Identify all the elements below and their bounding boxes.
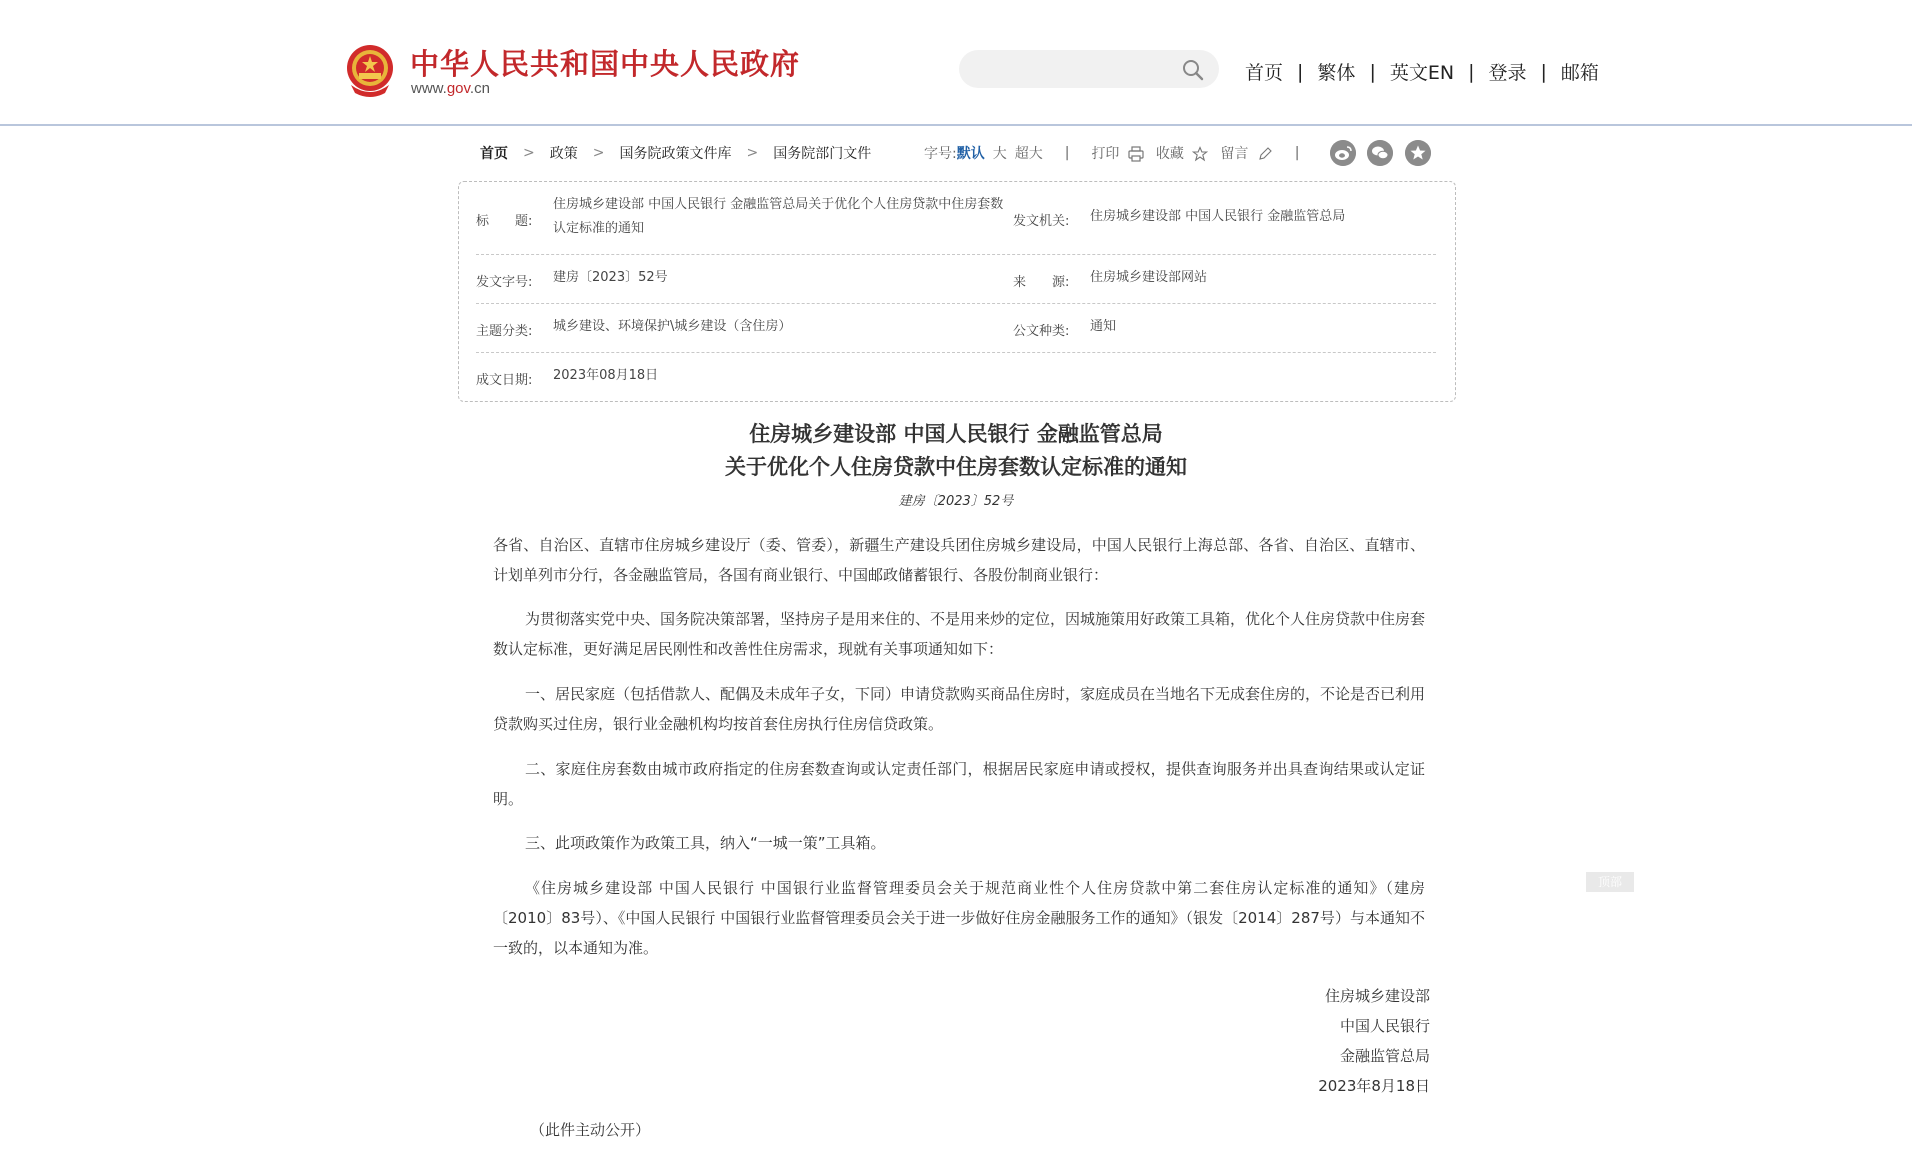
top-navigation xyxy=(1245,58,1599,85)
nav-home-link[interactable]: 首页 xyxy=(1245,62,1284,84)
pencil-icon xyxy=(1257,146,1273,162)
font-xlarge-option[interactable]: 超大 xyxy=(1014,146,1043,162)
tools-divider: | xyxy=(1294,145,1300,161)
nav-separator: | xyxy=(1468,60,1475,83)
meta-row-topic xyxy=(476,303,1436,353)
comment-label: 留言 xyxy=(1220,146,1249,162)
meta-source-label: 来 源: xyxy=(1013,275,1070,290)
article-paragraph-1: 为贯彻落实党中央、国务院决策部署，坚持房子是用来住的、不是用来炒的定位，因城施策用好政策工具箱，优化个人住房贷款中住房套数认定标准，更好满足居民刚性和改善性住房需求，现就有关事项通知如下： xyxy=(493,610,1426,658)
meta-issuer-value: 住房城乡建设部 中国人民银行 金融监管总局 xyxy=(1090,209,1346,224)
meta-type-value: 通知 xyxy=(1090,319,1117,334)
article-title-line1: 住房城乡建设部 中国人民银行 金融监管总局 xyxy=(749,421,1163,446)
tools-divider: | xyxy=(1064,145,1070,161)
search-input[interactable] xyxy=(975,55,1169,85)
chevron-right-icon: > xyxy=(523,145,535,161)
article-title-line2: 关于优化个人住房贷款中住房套数认定标准的通知 xyxy=(725,454,1187,479)
article-tools xyxy=(924,143,1322,163)
nav-separator: | xyxy=(1297,60,1304,83)
meta-type-label: 公文种类: xyxy=(1013,324,1070,339)
favorite-label: 收藏 xyxy=(1155,146,1184,162)
article-paragraph-3: 二、家庭住房套数由城市政府指定的住房套数查询或认定责任部门，根据居民家庭申请或授权，提供查询服务并出具查询结果或认定证明。 xyxy=(493,760,1425,808)
meta-topic-label: 主题分类: xyxy=(476,324,533,339)
font-default-option[interactable]: 默认 xyxy=(956,146,985,162)
meta-title-value: 住房城乡建设部 中国人民银行 金融监管总局关于优化个人住房贷款中住房套数认定标准的通知 xyxy=(553,197,1004,236)
article-paragraph-2: 一、居民家庭（包括借款人、配偶及未成年子女，下同）申请贷款购买商品住房时，家庭成员在当地名下无成套住房的，不论是否已利用贷款购买过住房，银行业金融机构均按首套住房执行住房信贷政策。 xyxy=(493,685,1426,733)
nav-separator: | xyxy=(1540,60,1547,83)
meta-docno-label: 发文字号: xyxy=(476,275,533,290)
meta-date-label: 成文日期: xyxy=(476,373,533,388)
print-label: 打印 xyxy=(1091,146,1120,162)
nav-traditional-link[interactable]: 繁体 xyxy=(1317,62,1356,84)
publication-note: （此件主动公开） xyxy=(530,1121,651,1139)
nav-separator: | xyxy=(1369,60,1376,83)
chevron-right-icon: > xyxy=(592,145,605,161)
weibo-icon[interactable] xyxy=(1330,140,1356,166)
meta-docno-value: 建房〔2023〕52号 xyxy=(553,270,668,285)
star-icon[interactable] xyxy=(1405,140,1431,166)
nav-english-link[interactable]: 英文EN xyxy=(1389,62,1455,84)
meta-source-value: 住房城乡建设部网站 xyxy=(1090,270,1208,285)
breadcrumb-department-docs[interactable]: 国务院部门文件 xyxy=(773,146,872,162)
signature-nfra: 金融监管总局 xyxy=(1339,1047,1430,1065)
breadcrumb-policy-library[interactable]: 国务院政策文件库 xyxy=(619,146,732,162)
meta-row-title xyxy=(476,182,1436,255)
meta-topic-value: 城乡建设、环境保护\城乡建设（含住房） xyxy=(553,319,792,334)
breadcrumb xyxy=(480,143,871,163)
nav-mail-link[interactable]: 邮箱 xyxy=(1560,62,1599,84)
favorite-button[interactable] xyxy=(1156,143,1208,163)
signature-pboc: 中国人民银行 xyxy=(1339,1017,1430,1035)
meta-row-docno xyxy=(476,254,1436,304)
article-doc-number: 建房〔2023〕52号 xyxy=(898,494,1014,509)
comment-button[interactable] xyxy=(1220,143,1272,163)
printer-icon xyxy=(1128,146,1144,162)
article-paragraph-5: 《住房城乡建设部 中国人民银行 中国银行业监督管理委员会关于规范商业性个人住房贷款中第二套住房认定标准的通知》（建房〔2010〕83号）、《中国人民银行 中国银行业监督管理委员会关于进一步做好住房金融服务工作的通知》（银发〔2014〕287号）与本通知不一致的，以本通知为准。 xyxy=(493,879,1425,957)
article-paragraph-4: 三、此项政策作为政策工具，纳入“一城一策”工具箱。 xyxy=(525,834,886,852)
search-icon[interactable] xyxy=(1181,58,1205,82)
print-button[interactable] xyxy=(1091,143,1143,163)
site-title[interactable]: 中华人民共和国中央人民政府 xyxy=(410,47,801,81)
signature-date: 2023年8月18日 xyxy=(1318,1077,1430,1095)
font-large-option[interactable]: 大 xyxy=(992,146,1007,162)
site-header xyxy=(0,0,1912,126)
meta-row-date xyxy=(476,352,1436,400)
breadcrumb-home[interactable]: 首页 xyxy=(480,146,508,162)
breadcrumb-policy[interactable]: 政策 xyxy=(549,146,578,162)
document-meta-box xyxy=(458,181,1456,402)
font-size-label: 字号: xyxy=(924,146,957,162)
site-url: www.gov.cn xyxy=(411,80,490,97)
back-to-top-button[interactable]: 顶部 xyxy=(1586,872,1634,892)
nav-login-link[interactable]: 登录 xyxy=(1488,62,1527,84)
meta-title-label: 标 题: xyxy=(476,214,533,229)
meta-date-value: 2023年08月18日 xyxy=(553,368,659,383)
national-emblem-icon[interactable] xyxy=(345,43,395,97)
star-outline-icon xyxy=(1192,146,1208,162)
article-addressee: 各省、自治区、直辖市住房城乡建设厅（委、管委），新疆生产建设兵团住房城乡建设局，中国人民银行上海总部、各省、自治区、直辖市、计划单列市分行，各金融监管局，各国有商业银行、中国邮政储蓄银行、各股份制商业银行： xyxy=(493,536,1425,584)
chevron-right-icon: > xyxy=(746,145,759,161)
signature-ministry: 住房城乡建设部 xyxy=(1324,987,1430,1005)
wechat-icon[interactable] xyxy=(1367,140,1393,166)
meta-issuer-label: 发文机关: xyxy=(1013,214,1070,229)
